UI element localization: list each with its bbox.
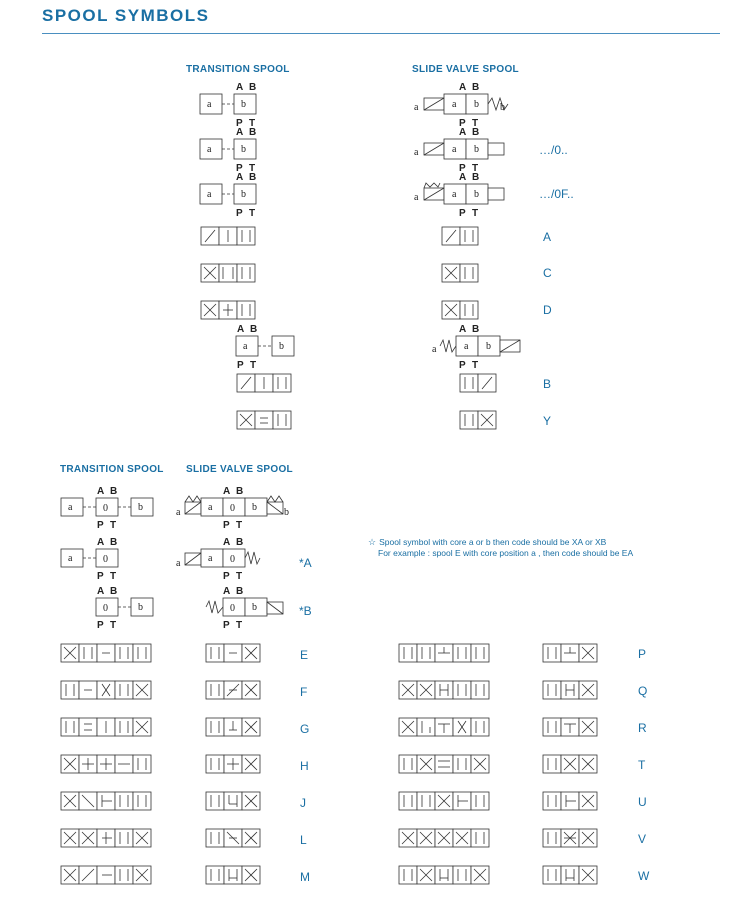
svg-text:T: T xyxy=(472,360,479,371)
transition-spool-symbol-Y xyxy=(236,410,294,432)
svg-text:a: a xyxy=(414,102,419,113)
code-starA: *A xyxy=(299,556,312,570)
svg-text:B: B xyxy=(110,486,118,497)
slide-valve-spool-symbol-U xyxy=(541,790,603,814)
code-B: B xyxy=(543,377,552,391)
slide-valve-spool-symbol-L xyxy=(204,827,266,851)
transition-spool-symbol-4 xyxy=(234,322,298,370)
code-starB: *B xyxy=(299,604,312,618)
note-line-1: Spool symbol with core a or b then code should be XA or XB xyxy=(379,537,607,547)
svg-text:P: P xyxy=(97,620,104,631)
svg-text:A: A xyxy=(459,127,467,138)
code-R: R xyxy=(638,721,647,735)
svg-text:P: P xyxy=(459,360,466,371)
svg-text:A: A xyxy=(236,127,244,138)
transition-spool-symbol-R xyxy=(397,716,497,740)
svg-text:T: T xyxy=(236,620,243,631)
svg-text:P: P xyxy=(236,118,243,129)
svg-text:P: P xyxy=(223,571,230,582)
code-W: W xyxy=(638,869,650,883)
slide-valve-spool-symbol-P xyxy=(541,642,603,666)
slide-valve-spool-symbol-3pos-3 xyxy=(176,582,296,630)
svg-text:b: b xyxy=(252,602,257,613)
transition-spool-symbol-L xyxy=(59,827,159,851)
slide-valve-spool-symbol-Y xyxy=(459,410,499,432)
code-V: V xyxy=(638,832,647,846)
slide-valve-spool-symbol-M xyxy=(204,864,266,888)
transition-spool-symbol-3 xyxy=(198,170,278,218)
svg-text:A: A xyxy=(223,586,231,597)
transition-spool-symbol-2 xyxy=(198,125,278,173)
slide-valve-spool-symbol-E xyxy=(204,642,266,666)
transition-spool-symbol-3pos-2 xyxy=(59,533,159,581)
transition-spool-symbol-H xyxy=(59,753,159,777)
svg-text:0: 0 xyxy=(230,554,235,565)
svg-text:P: P xyxy=(237,360,244,371)
svg-text:a: a xyxy=(207,144,212,155)
slide-valve-spool-symbol-3pos-2 xyxy=(176,533,296,581)
svg-text:A: A xyxy=(236,82,244,93)
svg-text:b: b xyxy=(279,341,284,352)
svg-text:0: 0 xyxy=(103,503,108,514)
svg-text:a: a xyxy=(176,558,181,569)
svg-text:B: B xyxy=(236,537,244,548)
transition-spool-symbol-T xyxy=(397,753,497,777)
title-divider xyxy=(42,33,720,34)
svg-text:b: b xyxy=(138,502,143,513)
code-H: H xyxy=(300,759,309,773)
svg-text:a: a xyxy=(176,507,181,518)
svg-text:T: T xyxy=(249,163,256,174)
svg-text:A: A xyxy=(237,324,245,335)
code-D: D xyxy=(543,303,552,317)
slide-valve-spool-symbol-C xyxy=(441,263,481,285)
svg-text:T: T xyxy=(472,208,479,219)
svg-text:A: A xyxy=(236,172,244,183)
slide-valve-spool-header: SLIDE VALVE SPOOL xyxy=(412,64,519,75)
slide-valve-spool-symbol-B xyxy=(459,373,499,395)
svg-text:a: a xyxy=(207,99,212,110)
svg-text:A: A xyxy=(97,586,105,597)
svg-text:b: b xyxy=(284,507,289,518)
svg-text:B: B xyxy=(472,324,480,335)
slide-valve-spool-symbol-F xyxy=(204,679,266,703)
svg-text:P: P xyxy=(459,163,466,174)
svg-text:a: a xyxy=(452,144,457,155)
svg-text:0: 0 xyxy=(103,603,108,614)
transition-spool-symbol-J xyxy=(59,790,159,814)
svg-text:a: a xyxy=(414,147,419,158)
transition-spool-symbol-B xyxy=(236,373,294,395)
slide-valve-spool-symbol-Q xyxy=(541,679,603,703)
transition-spool-symbol-E xyxy=(59,642,159,666)
code-U: U xyxy=(638,795,647,809)
slide-valve-spool-symbol-D xyxy=(441,300,481,322)
code-A: A xyxy=(543,230,552,244)
code-Q: Q xyxy=(638,684,648,698)
svg-text:a: a xyxy=(452,99,457,110)
svg-text:T: T xyxy=(236,571,243,582)
svg-text:T: T xyxy=(250,360,257,371)
transition-spool-symbol-A xyxy=(200,226,258,248)
svg-text:B: B xyxy=(249,82,257,93)
transition-spool-header-2: TRANSITION SPOOL xyxy=(60,464,164,475)
code-J: J xyxy=(300,796,306,810)
svg-text:a: a xyxy=(207,189,212,200)
svg-text:B: B xyxy=(472,82,480,93)
code-Y: Y xyxy=(543,414,552,428)
svg-text:a: a xyxy=(243,341,248,352)
code-P: P xyxy=(638,647,647,661)
svg-text:P: P xyxy=(97,571,104,582)
transition-spool-symbol-M xyxy=(59,864,159,888)
slide-valve-spool-symbol-H xyxy=(204,753,266,777)
svg-text:b: b xyxy=(241,99,246,110)
slide-valve-spool-symbol-4 xyxy=(432,322,527,370)
code-G: G xyxy=(300,722,310,736)
svg-text:P: P xyxy=(459,118,466,129)
transition-spool-header: TRANSITION SPOOL xyxy=(186,64,290,75)
svg-text:b: b xyxy=(241,144,246,155)
svg-text:a: a xyxy=(68,502,73,513)
svg-text:T: T xyxy=(110,571,117,582)
svg-text:a: a xyxy=(432,344,437,355)
code-0F: …/0F.. xyxy=(539,187,574,201)
svg-text:T: T xyxy=(110,520,117,531)
svg-text:b: b xyxy=(138,602,143,613)
svg-text:T: T xyxy=(472,118,479,129)
svg-text:a: a xyxy=(68,553,73,564)
svg-text:B: B xyxy=(250,324,258,335)
svg-text:B: B xyxy=(110,586,118,597)
slide-valve-spool-symbol-3pos-1 xyxy=(176,482,296,530)
svg-text:P: P xyxy=(223,620,230,631)
svg-text:T: T xyxy=(249,208,256,219)
transition-spool-symbol-F xyxy=(59,679,159,703)
svg-text:A: A xyxy=(223,537,231,548)
svg-text:P: P xyxy=(236,163,243,174)
code-E: E xyxy=(300,648,309,662)
note-line-2: For example : spool E with core position a , then code should be EA xyxy=(378,548,634,558)
transition-spool-symbol-1 xyxy=(198,80,278,128)
code-C: C xyxy=(543,266,552,280)
code-L: L xyxy=(300,833,307,847)
svg-text:B: B xyxy=(236,486,244,497)
code-0: …/0.. xyxy=(539,143,568,157)
transition-spool-symbol-W xyxy=(397,864,497,888)
page-title: SPOOL SYMBOLS xyxy=(42,6,210,25)
transition-spool-symbol-V xyxy=(397,827,497,851)
svg-text:b: b xyxy=(486,341,491,352)
slide-valve-spool-symbol-G xyxy=(204,716,266,740)
transition-spool-symbol-D xyxy=(200,300,258,322)
code-M: M xyxy=(300,870,310,884)
spool-note xyxy=(368,537,633,559)
svg-text:T: T xyxy=(249,118,256,129)
code-F: F xyxy=(300,685,308,699)
svg-text:b: b xyxy=(252,502,257,513)
transition-spool-symbol-Q xyxy=(397,679,497,703)
svg-text:b: b xyxy=(241,189,246,200)
svg-text:0: 0 xyxy=(103,554,108,565)
code-T: T xyxy=(638,758,646,772)
svg-text:T: T xyxy=(110,620,117,631)
svg-text:A: A xyxy=(223,486,231,497)
svg-text:T: T xyxy=(472,163,479,174)
svg-text:a: a xyxy=(414,192,419,203)
transition-spool-symbol-3pos-1 xyxy=(59,482,159,530)
svg-text:a: a xyxy=(208,553,213,564)
svg-text:a: a xyxy=(452,189,457,200)
svg-text:b: b xyxy=(474,99,479,110)
svg-text:P: P xyxy=(223,520,230,531)
svg-text:B: B xyxy=(236,586,244,597)
slide-valve-spool-header-2: SLIDE VALVE SPOOL xyxy=(186,464,293,475)
svg-text:a: a xyxy=(208,502,213,513)
svg-text:A: A xyxy=(97,486,105,497)
svg-text:b: b xyxy=(474,144,479,155)
svg-text:b: b xyxy=(474,189,479,200)
svg-text:0: 0 xyxy=(230,603,235,614)
transition-spool-symbol-P xyxy=(397,642,497,666)
slide-valve-spool-symbol-2 xyxy=(414,125,514,173)
svg-text:B: B xyxy=(110,537,118,548)
svg-text:P: P xyxy=(97,520,104,531)
slide-valve-spool-symbol-V xyxy=(541,827,603,851)
svg-text:0: 0 xyxy=(230,503,235,514)
slide-valve-spool-symbol-J xyxy=(204,790,266,814)
svg-text:A: A xyxy=(97,537,105,548)
transition-spool-symbol-G xyxy=(59,716,159,740)
svg-text:A: A xyxy=(459,172,467,183)
svg-text:B: B xyxy=(249,127,257,138)
svg-text:a: a xyxy=(464,341,469,352)
slide-valve-spool-symbol-1 xyxy=(414,80,514,128)
slide-valve-spool-symbol-3 xyxy=(414,170,514,218)
transition-spool-symbol-C xyxy=(200,263,258,285)
transition-spool-symbol-U xyxy=(397,790,497,814)
svg-text:B: B xyxy=(472,172,480,183)
svg-text:B: B xyxy=(249,172,257,183)
svg-text:P: P xyxy=(459,208,466,219)
slide-valve-spool-symbol-W xyxy=(541,864,603,888)
star-icon: ☆ xyxy=(368,537,377,547)
slide-valve-spool-symbol-T xyxy=(541,753,603,777)
svg-text:b: b xyxy=(500,102,505,113)
svg-text:B: B xyxy=(472,127,480,138)
svg-text:A: A xyxy=(459,324,467,335)
slide-valve-spool-symbol-A xyxy=(441,226,481,248)
svg-text:P: P xyxy=(236,208,243,219)
slide-valve-spool-symbol-R xyxy=(541,716,603,740)
svg-text:T: T xyxy=(236,520,243,531)
svg-text:A: A xyxy=(459,82,467,93)
transition-spool-symbol-3pos-3 xyxy=(59,582,159,630)
